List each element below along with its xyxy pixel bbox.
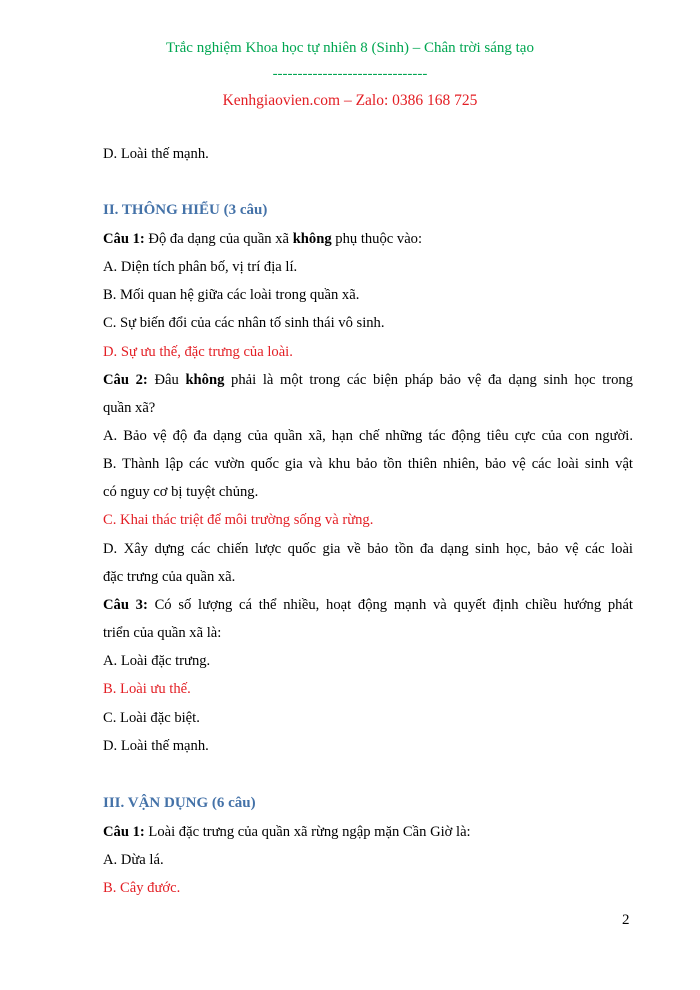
option-c: C. Sự biến đổi của các nhân tố sinh thái vô sinh. (103, 315, 385, 331)
question-3-1 (103, 822, 633, 842)
question-text: Độ đa dạng của quần xã (144, 231, 293, 247)
question-text: phụ thuộc vào: (331, 231, 423, 247)
question-text: Loài đặc trưng của quần xã rừng ngập mặn Cần Giờ là: (144, 824, 471, 840)
option-c-correct: C. Khai thác triệt để môi trường sống và rừng. (103, 512, 374, 528)
header-separator: ------------------------------- (272, 66, 428, 82)
option-a: A. Diện tích phân bố, vị trí địa lí. (103, 259, 298, 275)
option-c: C. Loài đặc biệt. (103, 710, 200, 726)
header-site: Kenhgiaovien.com – Zalo: 0386 168 725 (222, 92, 478, 109)
section-3-heading: III. VẬN DỤNG (6 câu) (103, 795, 256, 811)
question-emphasis: không (292, 231, 332, 247)
question-text: Có số lượng cá thể nhiều, hoạt động mạnh và quyết định chiều hướng phát (147, 597, 633, 613)
option-d-cont: đặc trưng của quần xã. (103, 569, 236, 585)
option-d-previous: D. Loài thế mạnh. (103, 146, 209, 162)
question-text: phải là một trong các biện pháp bảo vệ đa dạng sinh học trong (224, 372, 633, 388)
option-b-correct: B. Cây đước. (103, 880, 181, 896)
option-b: B. Mối quan hệ giữa các loài trong quần xã. (103, 287, 360, 303)
question-2-2 (103, 370, 633, 390)
question-2-3 (103, 595, 633, 615)
option-a: A. Dừa lá. (103, 852, 164, 868)
question-text: Đâu (147, 372, 186, 388)
option-b-cont: có nguy cơ bị tuyệt chủng. (103, 484, 259, 500)
option-d-correct: D. Sự ưu thế, đặc trưng của loài. (103, 344, 293, 360)
option-a: A. Bảo vệ độ đa dạng của quần xã, hạn chế những tác động tiêu cực của con người. (103, 428, 633, 444)
section-2-heading: II. THÔNG HIỂU (3 câu) (103, 202, 268, 218)
question-label: Câu 2: (103, 372, 148, 388)
question-2-1 (103, 229, 633, 249)
question-emphasis: không (185, 372, 225, 388)
option-d: D. Loài thế mạnh. (103, 738, 209, 754)
question-2-2-cont: quần xã? (103, 400, 156, 416)
option-b-correct: B. Loài ưu thế. (103, 681, 191, 697)
option-d: D. Xây dựng các chiến lược quốc gia về bảo tồn đa dạng sinh học, bảo vệ các loài (103, 541, 633, 557)
header-title: Trắc nghiệm Khoa học tự nhiên 8 (Sinh) – Chân trời sáng tạo (166, 40, 534, 56)
question-2-3-cont: triển của quần xã là: (103, 625, 222, 641)
question-label: Câu 3: (103, 597, 148, 613)
question-label: Câu 1: (103, 824, 145, 840)
option-b: B. Thành lập các vườn quốc gia và khu bảo tồn thiên nhiên, bảo vệ các loài sinh vật (103, 456, 633, 472)
page-number: 2 (622, 912, 630, 928)
question-label: Câu 1: (103, 231, 145, 247)
option-a: A. Loài đặc trưng. (103, 653, 211, 669)
